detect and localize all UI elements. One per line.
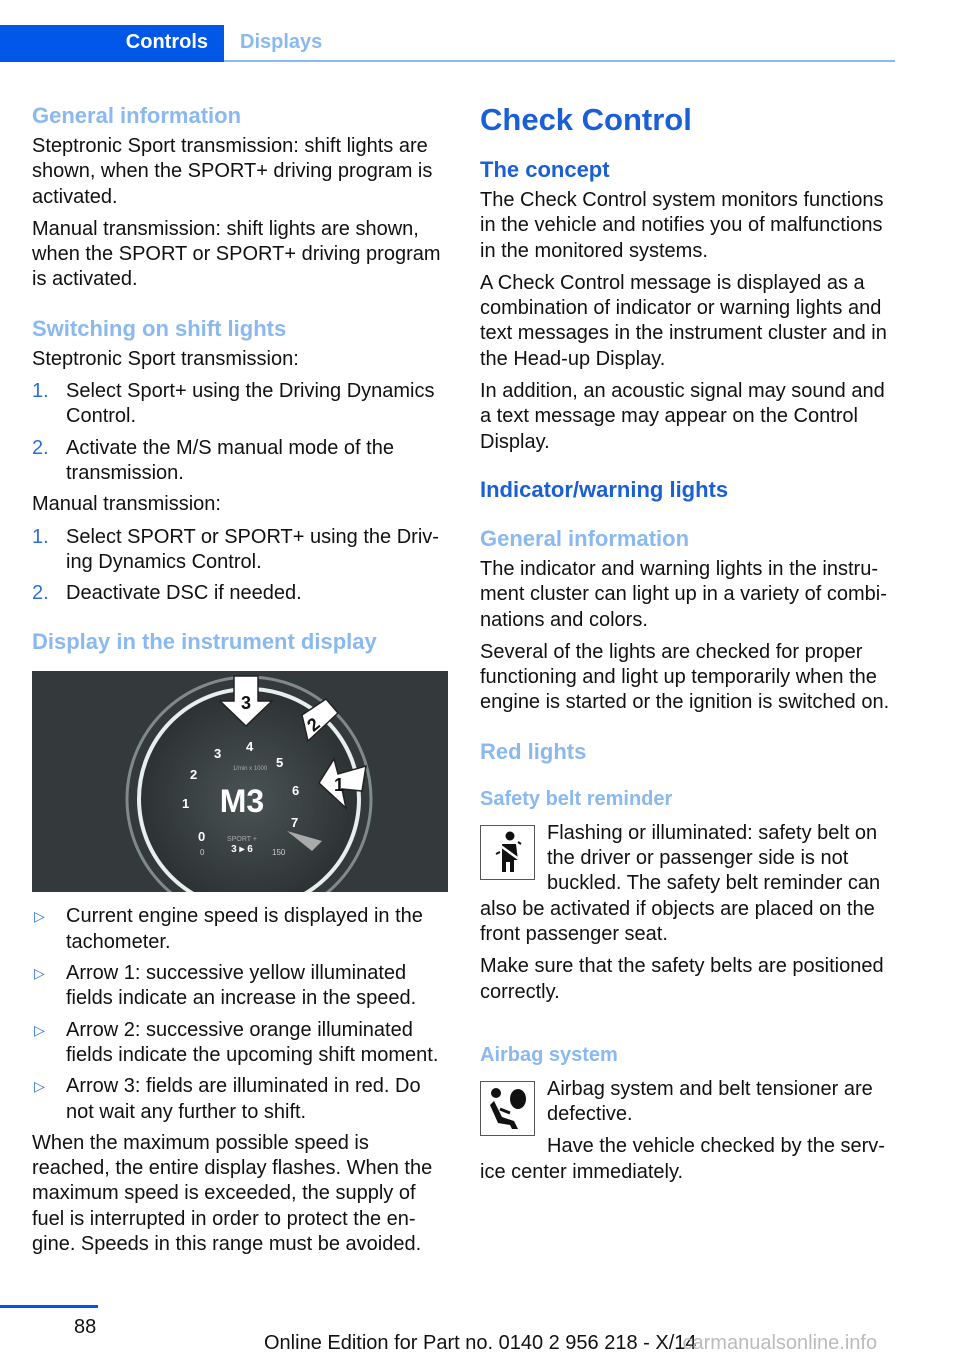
list-item — [32, 379, 448, 430]
heading-display-in-instrument-display: Display in the instrument display — [32, 629, 377, 655]
arrow-label: 1 — [334, 775, 345, 796]
tick-label: 1 — [182, 796, 190, 812]
watermark: carmanualsonline.info — [682, 1332, 878, 1354]
step-number: 1. — [32, 525, 49, 548]
paragraph: Steptronic Sport transmission: — [32, 347, 299, 370]
list-item — [32, 904, 448, 955]
figure-bullets — [32, 904, 448, 1124]
arrow-label: 3 — [240, 693, 252, 714]
heading-general-information: General information — [480, 525, 690, 551]
paragraph: Airbag system and belt tensioner are defective. — [547, 1077, 873, 1126]
heading-safety-belt-reminder: Safety belt reminder — [480, 787, 673, 810]
paragraph: Have the vehicle checked by the service center immediately. — [480, 1135, 885, 1183]
chapter-tabs — [0, 25, 895, 62]
list-item — [32, 581, 448, 606]
tachometer-figure — [32, 671, 448, 892]
triangle-bullet-icon: ▷ — [34, 965, 45, 982]
arrow-label: 2 — [303, 714, 324, 736]
paragraph: Make sure that the safety belts are positioned correctly. — [480, 955, 884, 1003]
paragraph: In addition, an acoustic signal may sound and a text message may appear on the Control Display. — [480, 380, 885, 453]
heading-general-information: General information — [32, 103, 242, 128]
paragraph: Several of the lights are checked for proper functioning and light up temporarily when the engine is started or the ignition is switched on. — [480, 640, 890, 714]
page-title: Check Control — [480, 102, 692, 137]
list-item — [32, 1074, 448, 1125]
heading-red-lights: Red lights — [480, 738, 587, 764]
paragraph: Manual transmission: — [32, 493, 221, 516]
paragraph: The Check Control system monitors functions in the vehicle and notifies you of malfunctions in the monitored systems. — [480, 189, 884, 262]
triangle-bullet-icon: ▷ — [34, 1021, 45, 1038]
heading-indicator-warning-lights: Indicator/warning lights — [480, 476, 729, 502]
footer-edition — [264, 1332, 877, 1355]
speed-max: 150 — [272, 848, 286, 858]
bullet-text: Current engine speed is displayed in the tachometer. — [66, 905, 423, 953]
list-item — [32, 525, 448, 576]
unit-label: 1/min x 1000 — [232, 766, 268, 773]
list-item — [32, 961, 448, 1012]
paragraph: Manual transmission: shift lights are shown, when the SPORT or SPORT+ driving program is activated. — [32, 217, 441, 291]
tick-label: 0 — [198, 829, 206, 845]
speed-min: 0 — [200, 848, 205, 858]
paragraph: When the maximum possible speed is reached, the entire display flashes. When the maximum speed is exceeded, the supply of fuel is interrupted in order to protect the engine. Speeds in this range must be avoided. — [32, 1131, 433, 1256]
paragraph: The indicator and warning lights in the instrument cluster can light up in a variety of combinations and colors. — [480, 557, 887, 631]
tick-label: 5 — [276, 755, 284, 771]
steps-steptronic — [32, 379, 448, 486]
list-item — [32, 1018, 448, 1069]
shift-recommendation: 3 ▸ 6 — [231, 844, 253, 856]
tick-label: 7 — [291, 815, 299, 831]
left-column — [32, 103, 448, 1264]
step-number: 1. — [32, 380, 49, 403]
paragraph: A Check Control message is displayed as a combination of indicator or warning lights and text messages in the instrument cluster and in the Head-up Display. — [480, 271, 887, 370]
paragraph: Flashing or illuminated: safety belt on the driver or passenger side is not buckled. The safety belt reminder can also be activated if objects are placed on the front passenger seat. — [480, 821, 881, 945]
edition-text: Online Edition for Part no. 0140 2 956 218 - X/14 — [264, 1332, 697, 1354]
right-column — [480, 103, 896, 1192]
heading-the-concept: The concept — [480, 157, 610, 182]
footer-rule — [0, 1305, 98, 1308]
gear-indicator: M3 — [219, 783, 265, 820]
tick-label: 3 — [214, 746, 222, 762]
step-text: Deactivate DSC if needed. — [66, 582, 302, 605]
triangle-bullet-icon: ▷ — [34, 908, 45, 925]
step-number: 2. — [32, 582, 49, 605]
tick-label: 2 — [190, 767, 198, 783]
triangle-bullet-icon: ▷ — [34, 1078, 45, 1095]
bullet-text: Arrow 3: fields are illuminated in red. Do not wait any further to shift. — [66, 1075, 421, 1123]
bullet-text: Arrow 2: successive orange illuminated fields indicate the upcoming shift moment. — [66, 1018, 439, 1066]
airbag-warning-icon — [480, 1081, 535, 1136]
steps-manual — [32, 525, 448, 607]
paragraph: Steptronic Sport transmission: shift lights are shown, when the SPORT+ driving program is activated. — [32, 135, 433, 208]
heading-airbag-system: Airbag system — [480, 1043, 618, 1066]
tab-displays[interactable]: Displays — [240, 31, 323, 53]
list-item — [32, 436, 448, 487]
heading-switching-on-shift-lights: Switching on shift lights — [32, 315, 287, 341]
tick-label: 4 — [246, 739, 254, 755]
page-number: 88 — [74, 1316, 97, 1338]
tick-label: 6 — [292, 783, 300, 799]
seatbelt-warning-icon — [480, 825, 535, 880]
step-text: Activate the M/S manual mode of the transmission. — [66, 436, 394, 484]
tab-controls[interactable]: Controls — [0, 25, 224, 62]
mode-label: SPORT + — [227, 836, 257, 844]
step-text: Select Sport+ using the Driving Dynamics Control. — [66, 380, 435, 428]
bullet-text: Arrow 1: successive yellow illuminated fields indicate an increase in the speed. — [66, 962, 417, 1010]
step-text: Select SPORT or SPORT+ using the Driving Dynamics Control. — [66, 525, 439, 573]
step-number: 2. — [32, 436, 49, 459]
